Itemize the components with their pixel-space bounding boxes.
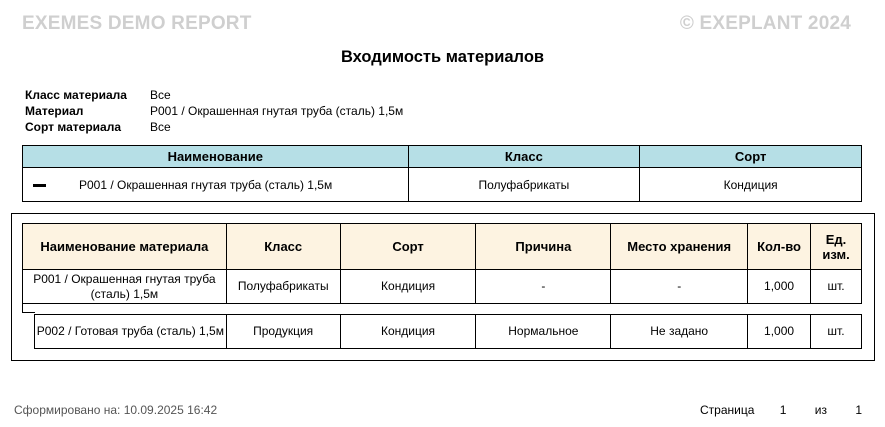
cell-storage: - [611, 270, 748, 304]
filter-value: Все [150, 88, 171, 102]
cell-qty: 1,000 [748, 315, 811, 349]
summary-header-grade: Сорт [640, 146, 862, 168]
page-label: Страница [700, 403, 755, 417]
table-row [23, 270, 862, 304]
cell-grade: Кондиция [340, 270, 476, 304]
summary-header-name: Наименование [23, 146, 409, 168]
summary-cell-name [23, 168, 409, 202]
cell-qty: 1,000 [748, 270, 811, 304]
page-indicator [700, 403, 862, 417]
table-row [35, 315, 862, 349]
detail-header-row [23, 224, 862, 270]
filter-label: Класс материала [25, 88, 127, 102]
filter-value: P001 / Окрашенная гнутая труба (сталь) 1,5м [150, 104, 404, 118]
detail-header-name: Наименование материала [23, 224, 227, 270]
cell-class: Полуфабрикаты [226, 270, 340, 304]
detail-header-reason: Причина [476, 224, 611, 270]
filter-label: Сорт материала [25, 120, 121, 134]
cell-unit: шт. [811, 270, 862, 304]
cell-name: P001 / Окрашенная гнутая труба (сталь) 1,5м [23, 270, 227, 304]
cell-storage: Не задано [611, 315, 748, 349]
collapse-icon[interactable] [33, 184, 46, 187]
detail-table [22, 223, 862, 304]
summary-cell-class: Полуфабрикаты [408, 168, 640, 202]
cell-name: P002 / Готовая труба (сталь) 1,5м [35, 315, 227, 349]
detail-header-storage: Место хранения [611, 224, 748, 270]
generated-timestamp: Сформировано на: 10.09.2025 16:42 [14, 403, 218, 417]
filter-value: Все [150, 120, 171, 134]
detail-header-class: Класс [226, 224, 340, 270]
cell-reason: - [476, 270, 611, 304]
tree-connector [22, 303, 35, 313]
page-of: из [814, 403, 827, 417]
cell-reason: Нормальное [476, 315, 611, 349]
filter-row-material-grade [25, 119, 403, 135]
cell-grade: Кондиция [340, 315, 476, 349]
detail-header-unit: Ед. изм. [811, 224, 862, 270]
summary-cell-grade: Кондиция [640, 168, 862, 202]
detail-header-qty: Кол-во [748, 224, 811, 270]
cell-class: Продукция [226, 315, 340, 349]
watermark-right: © EXEPLANT 2024 [679, 13, 851, 34]
filter-block [25, 87, 403, 135]
report-title: Входимость материалов [340, 48, 545, 66]
summary-name-text: P001 / Окрашенная гнутая труба (сталь) 1,5м [79, 177, 333, 192]
summary-table [22, 145, 862, 202]
summary-row [23, 168, 862, 202]
cell-unit: шт. [811, 315, 862, 349]
summary-header-class: Класс [408, 146, 640, 168]
summary-header-row [23, 146, 862, 168]
detail-header-grade: Сорт [340, 224, 476, 270]
watermark-left: EXEMES DEMO REPORT [22, 13, 252, 34]
filter-row-material-class [25, 87, 403, 103]
page-total: 1 [855, 403, 863, 417]
child-table [34, 314, 862, 349]
filter-row-material [25, 103, 403, 119]
page-current: 1 [779, 403, 787, 417]
filter-label: Материал [25, 104, 84, 118]
